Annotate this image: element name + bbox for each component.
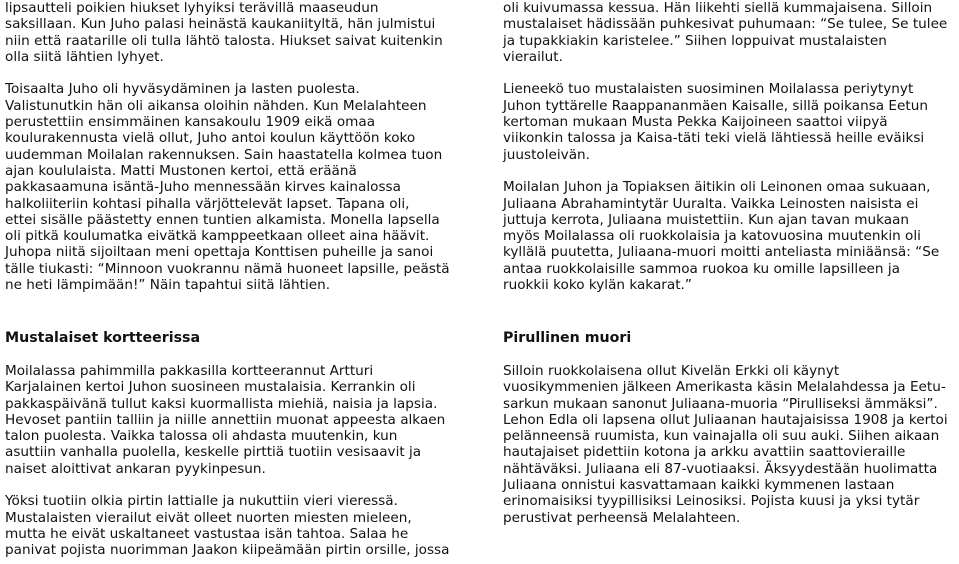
text-line: niin että raatarille oli tulla lähtö talosta. Hiukset saivat kuitenkin: [5, 32, 443, 49]
text-line: panivat pojista nuorimman Jaakon kiipeämään pirtin orsille, jossa: [5, 542, 450, 559]
text-line: asuttiin vanhalla puolella, keskelle pirttiä tuotiin vesisaavit ja: [5, 444, 422, 461]
text-line: pelänneensä ruumista, kun vainajalla oli suu auki. Siihen aikaan: [503, 428, 940, 445]
text-line: ettei sisälle päästetty ennen tuntien alkamista. Monella lapsella: [5, 211, 440, 228]
text-line: kertoman mukaan Musta Pekka Kaijoineen saattoi viipyä: [503, 114, 888, 131]
text-line: halkoliiteriin kohtasi pihalla värjöttelevät lapset. Tapana oli,: [5, 195, 410, 212]
text-line: hautajaiset pidettiin kotona ja arkku avattiin saattovieraille: [503, 444, 906, 461]
text-line: Juliaana onnistui kasvattamaan kaikki kymmenen lastaan: [503, 477, 895, 494]
text-line: kyllälä puutetta, Juliaana-muori moitti anteliasta miniäänsä: “Se: [503, 244, 940, 261]
text-line: nähtäväksi. Juliaana eli 87-vuotiaaksi. Äksyydestään huolimatta: [503, 460, 938, 477]
text-line: mutta he eivät uskaltaneet vastustaa isän tahtoa. Salaa he: [5, 525, 409, 542]
text-line: ne heti lämpimään!” Näin tapahtui siitä lähtien.: [5, 277, 331, 294]
text-line: Juhon tyttärelle Raappananmäen Kaisalle, sillä poikansa Eetun: [503, 97, 928, 114]
text-line: sarkun mukaan sanonut Juliaana-muoria “Pirulliseksi ämmäksi”.: [503, 395, 938, 412]
left-paragraph-2: [5, 81, 465, 293]
text-line: Lehon Edla oli lapsena ollut Juliaanan hautajaisissa 1908 ja kertoi: [503, 411, 948, 428]
text-line: Hevoset pantiin talliin ja niille annettiin muonat appeesta alkaen: [5, 411, 446, 428]
text-line: mustalaiset hädissään puhkesivat puhumaan: “Se tulee, Se tulee: [503, 16, 948, 33]
text-line: ruokkii koko kylän kakarat.”: [503, 277, 692, 294]
left-column-bottom: [5, 363, 465, 559]
left-section-paragraph-2: [5, 493, 465, 558]
text-line: vierailut.: [503, 48, 563, 65]
text-line: antaa ruokkolaisille sammoa ruokoa ku omille lapsilleen ja: [503, 260, 900, 277]
text-line: ja tupakkiakin karistelee.” Siihen loppuivat mustalaisten: [503, 32, 887, 49]
right-paragraph-2: [503, 81, 955, 162]
section-heading-mustalaiset: Mustalaiset kortteerissa: [5, 330, 201, 346]
right-section-paragraph-1: [503, 363, 955, 526]
text-line: oli kuivumassa kessua. Hän liikehti siellä kummajaisena. Silloin: [503, 0, 933, 16]
text-line: pakkasaamuna isäntä-Juho mennessään kirves kainalossa: [5, 179, 401, 196]
text-line: saksillaan. Kun Juho palasi heinästä kaukaniityltä, hän julmistui: [5, 16, 436, 33]
text-line: lipsautteli poikien hiukset lyhyiksi terävillä maaseudun: [5, 0, 379, 16]
text-line: erinomaisiksi tyypillisiksi Leinosiksi. Pojista kuusi ja yksi tytär: [503, 493, 920, 510]
text-line: juttuja kerrota, Juliaana muistettiin. Kun ajan tavan mukaan: [503, 211, 909, 228]
text-line: Mustalaisten vierailut eivät olleet nuorten miesten mieleen,: [5, 509, 412, 526]
right-column-top: [503, 0, 955, 293]
text-line: vuosikymmenien jälkeen Amerikasta käsin Melalahdessa ja Eetu-: [503, 379, 946, 396]
right-column-bottom: [503, 363, 955, 526]
text-line: olla siitä lähtien lyhyet.: [5, 48, 164, 65]
text-line: Toisaalta Juho oli hyväsydäminen ja lasten puolesta.: [5, 81, 360, 98]
text-line: Moilalassa pahimmilla pakkasilla kortteerannut Artturi: [5, 363, 374, 379]
text-line: koulurakennusta vielä ollut, Juho antoi koulun käyttöön koko: [5, 130, 416, 147]
right-paragraph-1: [503, 0, 955, 65]
text-line: Lieneekö tuo mustalaisten suosiminen Moilalassa periytynyt: [503, 81, 914, 98]
text-line: Valistunutkin hän oli aikansa oloihin nähden. Kun Melalahteen: [5, 97, 427, 114]
right-paragraph-3: [503, 179, 955, 293]
text-line: perustivat perheensä Melalahteen.: [503, 509, 741, 526]
text-line: ajan koululaista. Matti Mustonen kertoi, että eräänä: [5, 162, 357, 179]
text-line: uudemman Moilalan rakennuksen. Sain haastatella kolmea tuon: [5, 146, 443, 163]
text-line: naiset aloittivat ankaran pyykinpesun.: [5, 460, 266, 477]
text-line: Silloin ruokkolaisena ollut Kivelän Erkki oli käynyt: [503, 363, 840, 379]
text-line: juustoleivän.: [503, 146, 590, 163]
text-line: Karjalainen kertoi Juhon suosineen mustalaisia. Kerrankin oli: [5, 379, 416, 396]
text-line: oli pitkä koulumatka eivätkä kamppeetkaan olleet aina häävit.: [5, 228, 430, 245]
text-line: Juhopa niitä sijoiltaan meni opettaja Konttisen puheille ja sanoi: [5, 244, 434, 261]
text-line: myös Moilalassa oli ruokkolaisia ja katovuosina muutenkin oli: [503, 228, 921, 245]
text-line: pakkaspäivänä tullut kaksi kuormallista miehiä, naisia ja lapsia.: [5, 395, 438, 412]
section-heading-pirullinen: Pirullinen muori: [503, 330, 632, 346]
text-line: talon puolesta. Vaikka talossa oli ahdasta muutenkin, kun: [5, 428, 398, 445]
left-column-top: [5, 0, 465, 293]
left-section-paragraph-1: [5, 363, 465, 477]
text-line: Juliaana Abrahamintytär Uuralta. Vaikka Leinosten naisista ei: [503, 195, 919, 212]
text-line: perustettiin ensimmäinen kansakoulu 1909 eikä omaa: [5, 114, 376, 131]
text-line: Yöksi tuotiin olkia pirtin lattialle ja nukuttiin vieri vieressä.: [5, 493, 398, 510]
left-paragraph-1: [5, 0, 465, 65]
text-line: tälle tiukasti: “Minnoon vuokrannu nämä huoneet lapsille, peästä: [5, 260, 450, 277]
text-line: Moilalan Juhon ja Topiaksen äitikin oli Leinonen omaa sukuaan,: [503, 179, 931, 196]
text-line: viikonkin talossa ja Kaisa-täti teki vielä lähtiessä heille eväiksi: [503, 130, 925, 147]
